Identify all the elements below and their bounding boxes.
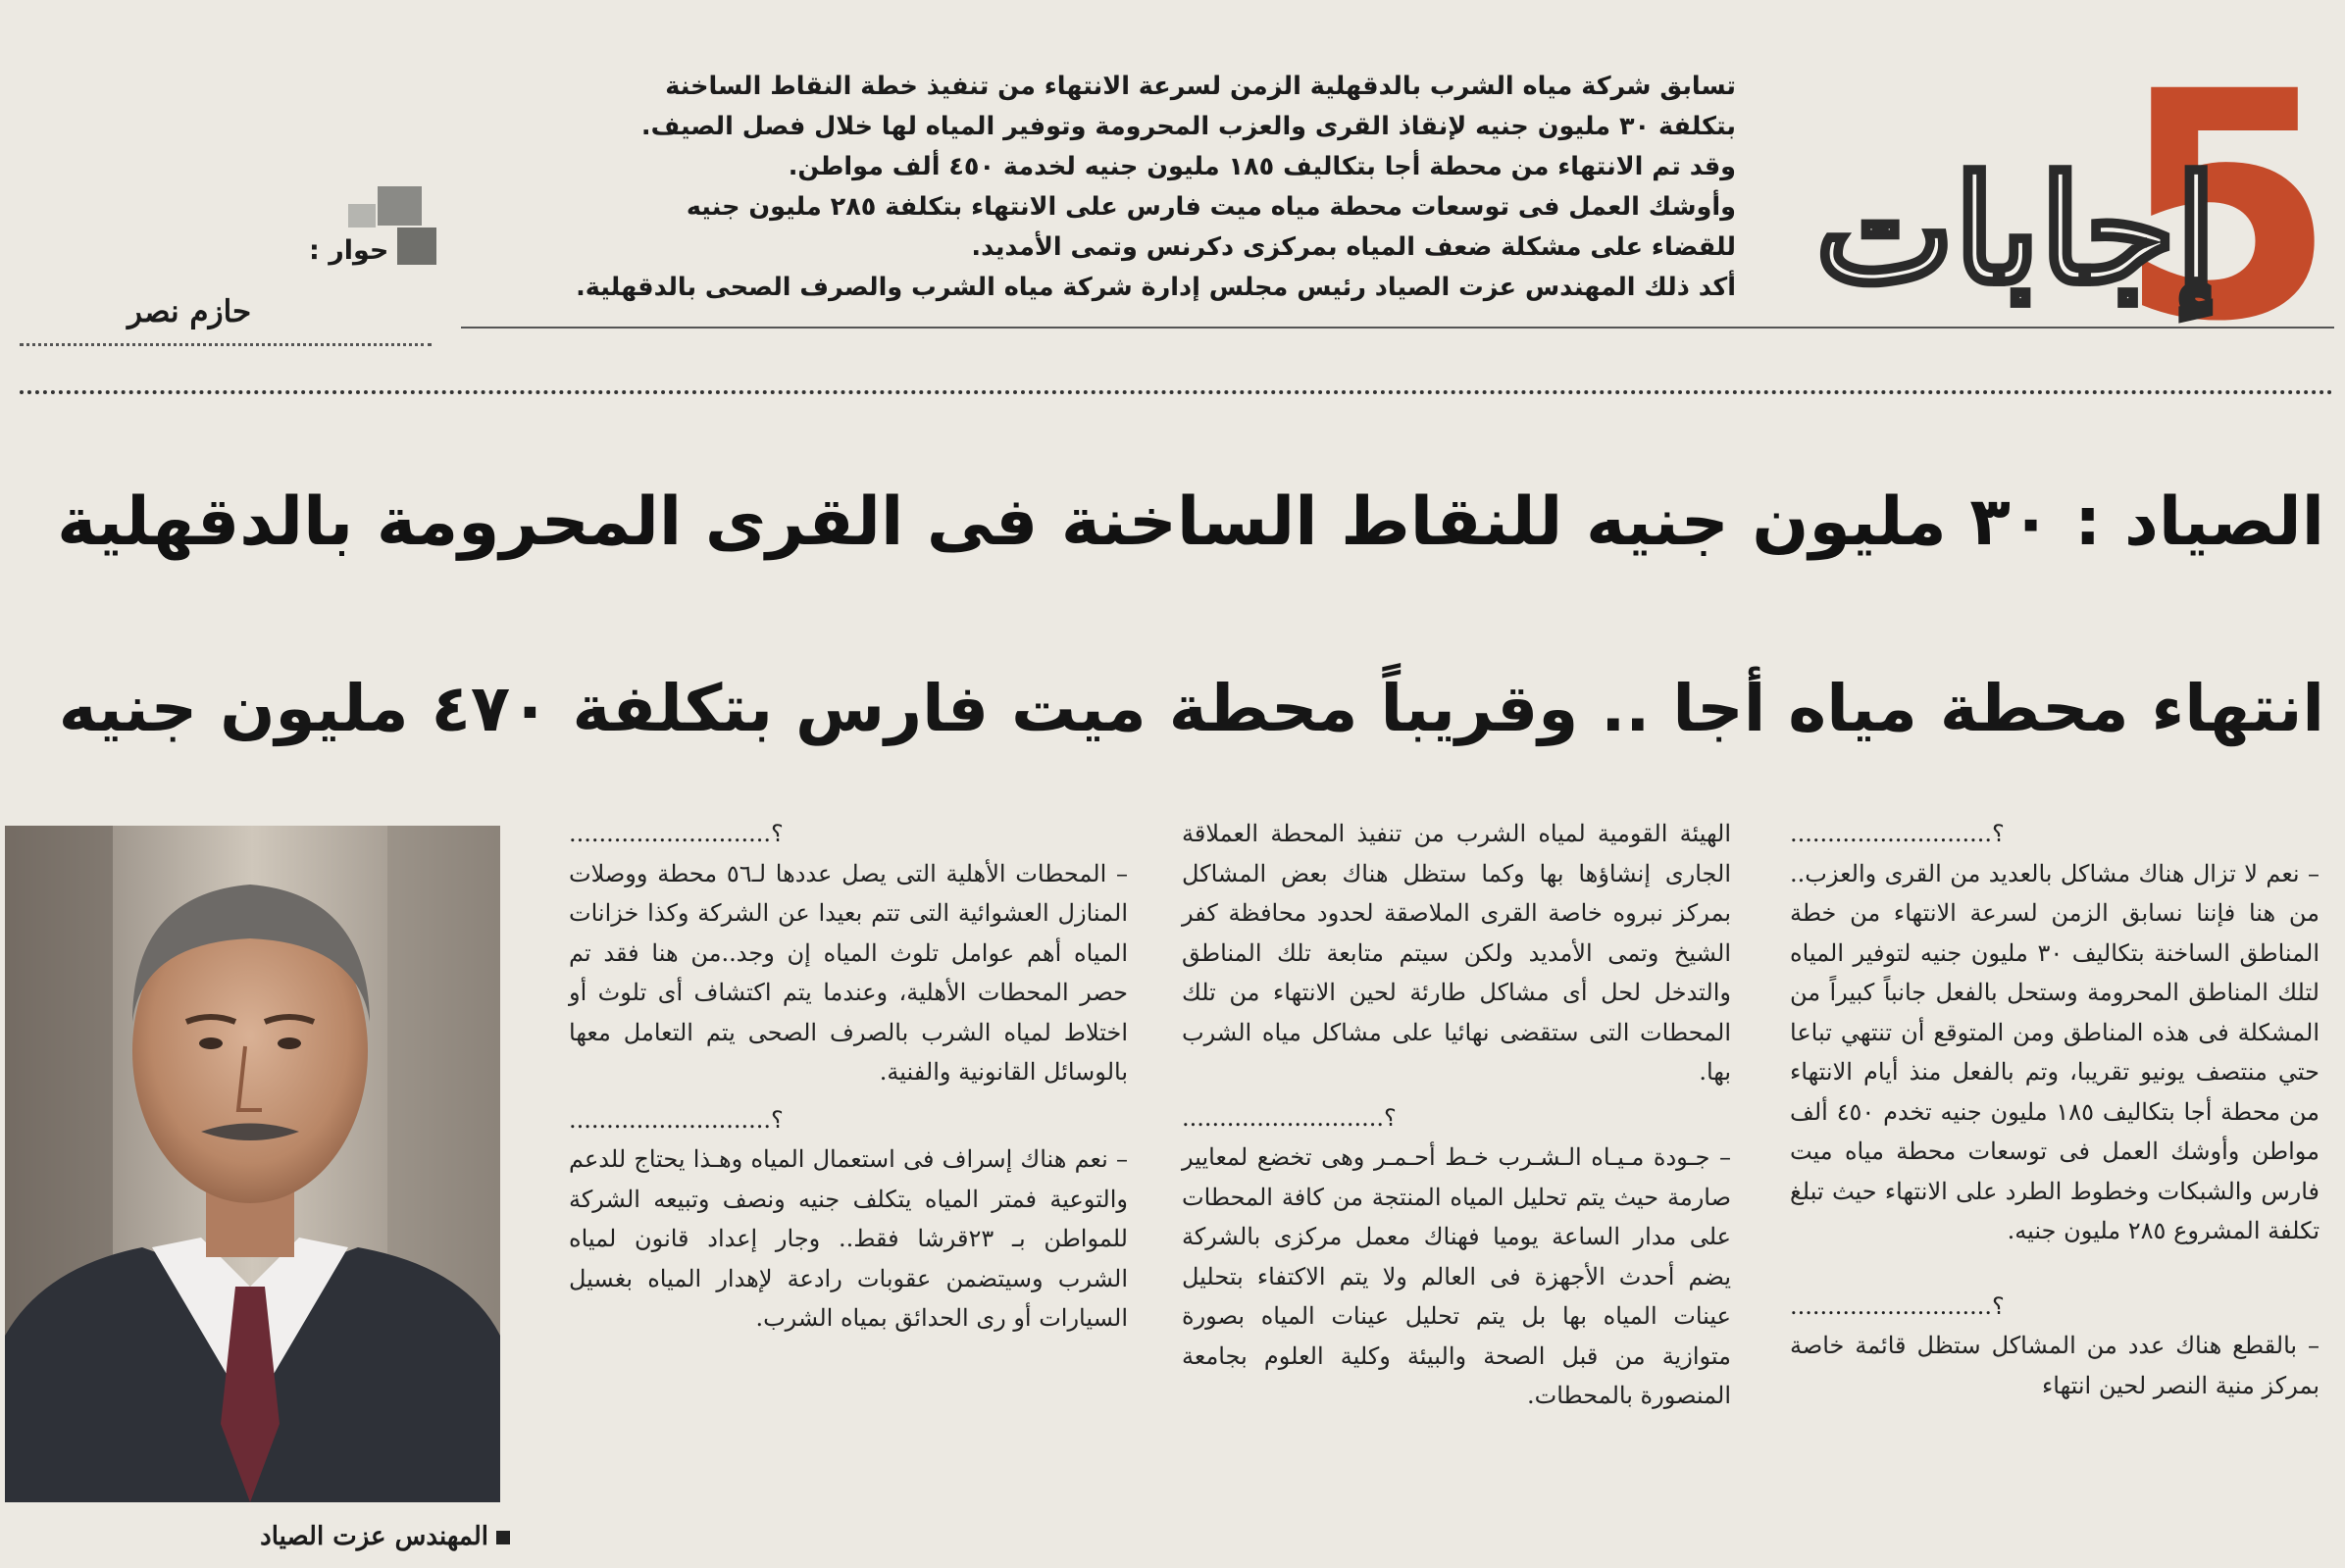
- answer-paragraph: – بالقطع هناك عدد من المشاكل ستظل قائمة خاصة بمركز منية النصر لحين انتهاء: [1790, 1332, 2320, 1399]
- answer-paragraph: – جـودة مـيـاه الـشـرب خـط أحـمـر وهى تخضع لمعايير صارمة حيث يتم تحليل المياه المنتجة من كافة المحطات على مدار الساعة يوميا فهناك معمل مركزى بالشركة يضم أحدث الأجهزة فى العالم ولا يتم الاكتفاء بتحليل عينات المياه بها بل يتم تحليل عينات المياه بصورة متوازية من قبل الصحة والبيئة وكلية العلوم بجامعة المنصورة بالمحطات.: [1182, 1143, 1731, 1409]
- intro-line: أكد ذلك المهندس عزت الصياد رئيس مجلس إدارة شركة مياه الشرب والصرف الصحى بالدقهلية.: [576, 273, 1736, 302]
- answer-paragraph: – المحطات الأهلية التى يصل عددها لـ٥٦ محطة ووصلات المنازل العشوائية التى تتم بعيدا عن الشركة وكذا خزانات المياه أهم عوامل تلوث المياه إن وجد..من هنا فقد تم حصر المحطات الأهلية، وعندما يتم اكتشاف أى تلوث أو اختلاط لمياه الشرب بالصرف الصحى يتم التعامل معها بالوسائل القانونية والفنية.: [569, 859, 1129, 1086]
- question-placeholder: ؟...........................: [1790, 820, 2005, 847]
- article-column-middle: [1182, 814, 1731, 1416]
- question-placeholder: ؟...........................: [1182, 1103, 1397, 1132]
- logo-word: إجابات: [1815, 144, 2217, 317]
- logo-number: 5: [2117, 25, 2336, 390]
- question-placeholder: ؟...........................: [569, 820, 784, 847]
- intro-line: للقضاء على مشكلة ضعف المياه بمركزى دكرنس وتمى الأمديد.: [971, 232, 1736, 262]
- section-logo: [1815, 25, 2344, 390]
- caption-bullet-icon: [496, 1531, 510, 1544]
- answer-paragraph: – نعم لا تزال هناك مشاكل بالعديد من القرى والعزب.. من هنا فإننا نسابق الزمن لسرعة الانتهاء من خطة المناطق الساخنة بتكاليف ٣٠ مليون جنيه لتوفير المياه لتلك المناطق المحرومة وستحل بالفعل جانباً كبيراً من المشكلة فى هذه المناطق ومن المتوقع أن تنتهي تباعا حتي منتصف يونيو تقريبا، وتم بالفعل منذ أيام الانتهاء من محطة أجا بتكاليف ١٨٥ مليون جنيه تخدم ٤٥٠ ألف مواطن وأوشك العمل فى توسعات محطة مياه ميت فارس والشبكات وخطوط الطرد على الانتهاء حيث تبلغ تكلفة المشروع ٢٨٥ مليون جنيه.: [1790, 859, 2320, 1244]
- sub-headline: انتهاء محطة مياه أجا .. وقريباً محطة ميت فارس بتكلفة ٤٧٠ مليون جنيه: [58, 671, 2324, 746]
- photo-caption: [157, 1522, 510, 1551]
- question-placeholder: ؟...........................: [569, 1105, 784, 1134]
- intro-line: تسابق شركة مياه الشرب بالدقهلية الزمن لسرعة الانتهاء من تنفيذ خطة النقاط الساخنة: [665, 72, 1736, 101]
- question-placeholder: ؟...........................: [1790, 1291, 2005, 1320]
- article-column-right: [1790, 814, 2320, 1405]
- portrait-photo: [5, 826, 500, 1502]
- article-column-left: [569, 814, 1128, 1339]
- intro-line: وقد تم الانتهاء من محطة أجا بتكاليف ١٨٥ مليون جنيه لخدمة ٤٥٠ ألف مواطن.: [788, 152, 1736, 181]
- byline-divider: [20, 343, 432, 346]
- answer-paragraph: – نعم هناك إسراف فى استعمال المياه وهـذا يحتاج للدعم والتوعية فمتر المياه يتكلف جنيه ونصف وتبيعه الشركة للمواطن بـ ٢٣قرشا فقط.. وجار إعداد قانون لمياه الشرب وسيتضمن عقوبات رادعة لإهدار المياه بغسيل السيارات أو رى الحدائق بمياه الشرب.: [569, 1145, 1128, 1332]
- header-rule: [461, 327, 2334, 329]
- header-dotted-rule: [20, 390, 2334, 394]
- intro-paragraph: [471, 67, 1736, 308]
- caption-text: المهندس عزت الصياد: [260, 1522, 488, 1551]
- interviewer-name: حازم نصر: [127, 294, 252, 329]
- intro-line: وأوشك العمل فى توسعات محطة مياه ميت فارس على الانتهاء بتكلفة ٢٨٥ مليون جنيه: [686, 192, 1736, 222]
- answer-paragraph: الهيئة القومية لمياه الشرب من تنفيذ المحطة العملاقة الجارى إنشاؤها بها وكما ستظل هناك بعض المشاكل بمركز نبروه خاصة القرى الملاصقة لحدود محافظة كفر الشيخ وتمى الأمديد ولكن سيتم متابعة تلك المناطق والتدخل لحل أى مشاكل طارئة لحين الانتهاء من تلك المحطات التى ستقضى نهائيا على مشاكل مياه الشرب بها.: [1182, 820, 1731, 1086]
- interview-label: حوار :: [309, 235, 389, 266]
- main-headline: الصياد : ٣٠ مليون جنيه للنقاط الساخنة فى القرى المحرومة بالدقهلية: [57, 483, 2324, 561]
- intro-line: بتكلفة ٣٠ مليون جنيه لإنقاذ القرى والعزب المحرومة وتوفير المياه لها خلال فصل الصيف.: [640, 112, 1736, 141]
